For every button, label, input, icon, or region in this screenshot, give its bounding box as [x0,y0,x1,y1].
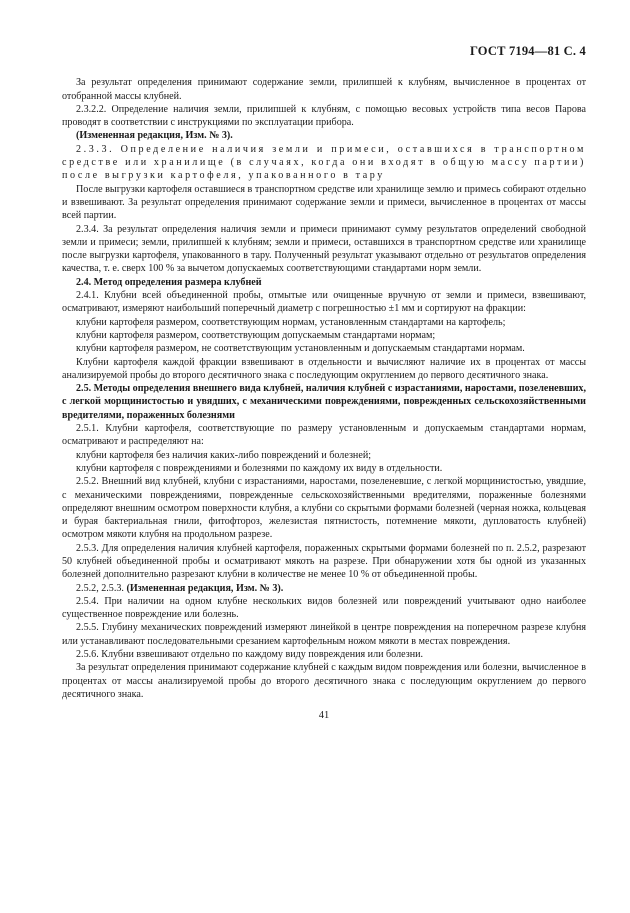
paragraph: За результат определения принимают содержание земли, прилипшей к клубням, вычисленное в процентах от отобранной массы клубней. [62,77,586,102]
paragraph: За результат определения принимают содержание клубней с каждым видом повреждения или болезни, вычисленное в процентах от массы анализируемой пробы до второго десятичного знака с последующим округлением до первого десятичного знака. [62,662,586,700]
paragraph: После выгрузки картофеля оставшиеся в транспортном средстве или хранилище землю и примесь собирают отдельно и взвешивают. За результат определения принимают содержание земли и примеси, вычисленное в процентах от массы всей партии. [62,183,586,222]
list-item: клубни картофеля размером, соответствующим нормам, установленным стандартами на картофель; [76,316,506,328]
paragraph: 2.5.2. Внешний вид клубней, клубни с израстаниями, наростами, позеленевшие, с легкой морщинистостью, увядшие, с механическими повреждениями, поврежденные сельскохозяйственными вредителями, пораженные болезнями определяют внешним осмотром поверхности клубня, а клубни со скрытыми формами болезней (черная ножка, кольцевая и бурая бактериальная гнили, фитофтороз, железистая пятнистость, потемнение мякоти, дупловатость клубней) осмотром мякоти клубня на продольном разрезе. [62,476,586,541]
amendment-ref: 2.5.2, 2.5.3. [76,582,127,594]
paragraph: 2.5.6. Клубни взвешивают отдельно по каждому виду повреждения или болезни. [76,649,424,661]
amendment-note: (Измененная редакция, Изм. № 3). [76,130,233,142]
list-item: клубни картофеля размером, соответствующим допускаемым стандартами нормам; [76,329,436,341]
list-item: клубни картофеля без наличия каких-либо повреждений и болезней; [76,449,372,461]
section-heading: 2.4. Метод определения размера клубней [76,276,262,288]
section-heading: 2.5. Методы определения внешнего вида клубней, наличия клубней с израстаниями, наростами, позеленевших, с легкой морщинистостью и увядших, с механическими повреждениями, поврежденных сельскохозяйственными вредителями, пораженных болезнями [62,383,586,421]
paragraph: 2.3.4. За результат определения наличия земли и примеси принимают сумму результатов определений свободной земли и примеси; земли, прилипшей к клубням; земли и примеси, оставшихся в транспортном средстве или хранилище после выгрузки картофеля, упакованного в тару. Полученный результат указывают отдельно от результатов определения качества, т. е. сверх 100 % за вычетом допускаемых соответствующими стандартами норм земли. [62,223,586,275]
paragraph: 2.3.2.2. Определение наличия земли, прилипшей к клубням, с помощью весовых устройств типа весов Парова проводят в соответствии с инструкциями по эксплуатации прибора. [62,103,586,129]
body-text [62,76,586,701]
amendment-label: (Измененная редакция, Изм. № 3). [126,582,284,594]
paragraph: 2.5.1. Клубни картофеля, соответствующие по размеру установленным и допускаемым стандартами нормам, осматривают и распределяют на: [62,423,586,448]
paragraph: 2.5.5. Глубину механических повреждений измеряют линейкой в центре повреждения на поперечном разрезе клубня или устанавливают последовательными срезанием картофельным ножом мякоти в местах повреждения. [62,622,586,647]
paragraph: 2.5.4. При наличии на одном клубне нескольких видов болезней или повреждений учитывают одно наиболее существенное повреждение или болезнь. [62,595,586,621]
paragraph: 2.4.1. Клубни всей объединенной пробы, отмытые или очищенные вручную от земли и примеси, взвешивают, осматривают, измеряют наибольший поперечный диаметр с погрешностью ±1 мм и сортируют на фракции: [62,290,586,315]
list-item: клубни картофеля размером, не соответствующим установленным и допускаемым стандартами нормам. [76,343,525,355]
section-heading-spaced: 2.3.3. Определение наличия земли и примеси, оставшихся в транспортном средстве или хранилище (в случаях, когда они входят в общую массу партии) после выгрузки картофеля, упакованного в тару [62,143,586,182]
paragraph: Клубни картофеля каждой фракции взвешивают в отдельности и вычисляют наличие их в процентах от массы анализируемой пробы до второго десятичного знака с последующим округлением до первого десятичного знака. [62,356,586,381]
page-number: 41 [318,710,330,722]
paragraph: 2.5.3. Для определения наличия клубней картофеля, пораженных скрытыми формами болезней по п. 2.5.2, разрезают 50 клубней объединенной пробы и осматривают мякоть на разрезе. При обнаружении хотя бы одной из указанных болезней дополнительно разрезают клубни в количестве не менее 10 % от объединенной пробы. [62,542,586,581]
document-header: ГОСТ 7194—81 С. 4 [469,44,586,58]
amendment-note [62,582,586,595]
list-item: клубни картофеля с повреждениями и болезнями по каждому их виду в отдельности. [76,462,443,474]
